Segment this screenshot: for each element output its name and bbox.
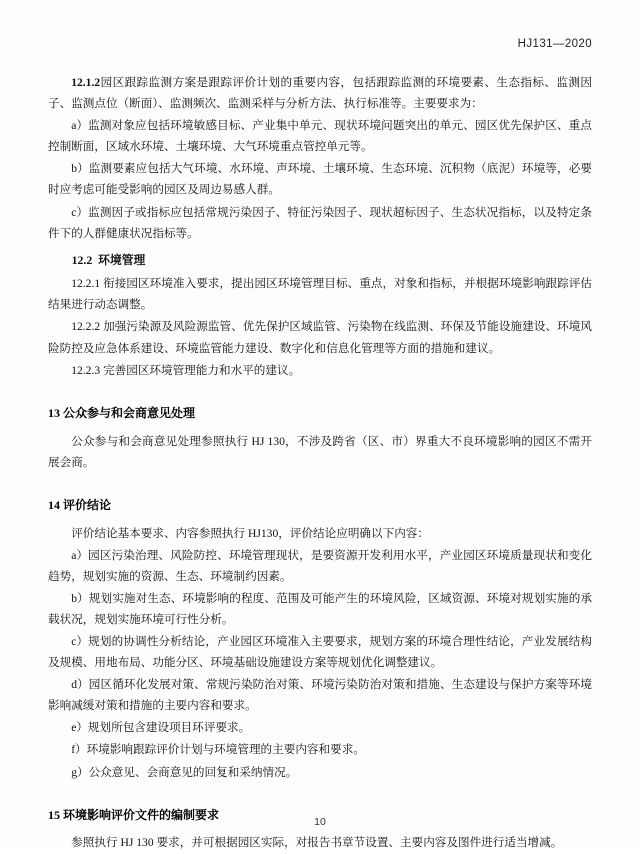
document-body — [48, 72, 592, 854]
spacer — [48, 382, 592, 389]
paragraph-12-2-1: 12.2.1 衔接园区环境准入要求，提出园区环境管理目标、重点，对象和指标，并根据环境影响跟踪评估结果进行动态调整。 — [48, 277, 592, 312]
heading-12-2-number: 12.2 — [71, 252, 93, 267]
heading-13 — [48, 403, 592, 425]
paragraph-14-a: a）园区污染治理、风险防控、环境管理现状，是要资源开发利用水平，产业园区环境质量现状和变化趋势，规划实施的资源、生态、环境制约因素。 — [48, 548, 592, 583]
paragraph-14-f: f）环境影响跟踪评价计划与环境管理的主要内容和要求。 — [71, 743, 365, 757]
page-header — [48, 38, 592, 50]
spacer — [48, 784, 592, 791]
standard-code: HJ131—2020 — [517, 38, 592, 50]
spacer — [48, 474, 592, 481]
heading-14 — [48, 495, 592, 517]
heading-13-title: 公众参与和会商意见处理 — [63, 405, 196, 420]
clause-number-12-1-2: 12.1.2 — [71, 76, 101, 89]
paragraph-14-g: g）公众意见、会商意见的回复和采纳情况。 — [71, 765, 298, 779]
paragraph-14-c: c）规划的协调性分析结论，产业园区环境准入主要要求，规划方案的环境合理性结论，产业发展结构及规模、用地布局、功能分区、环境基础设施建设方案等规划优化调整建议。 — [48, 635, 592, 670]
heading-12-2 — [48, 250, 592, 271]
paragraph-12-1-2-c: c）监测因子或指标应包括常规污染因子、特征污染因子、现状超标因子、生态状况指标，以及特定条件下的人群健康状况指标等。 — [48, 205, 592, 240]
paragraph-12-1-2 — [48, 72, 592, 114]
paragraph-12-2-3: 12.2.3 完善园区环境管理能力和水平的建议。 — [71, 363, 301, 377]
paragraph-14-intro: 评价结论基本要求、内容参照执行 HJ130，评价结论应明确以下内容： — [71, 526, 429, 540]
heading-15-title: 环境影响评价文件的编制要求 — [63, 807, 220, 822]
page-number: 10 — [314, 816, 326, 828]
paragraph-15: 参照执行 HJ 130 要求，并可根据园区实际，对报告书章节设置、主要内容及图件进行适当增减。 — [71, 836, 563, 850]
heading-13-number: 13 — [48, 405, 60, 420]
paragraph-14-d: d）园区循环化发展对策、常规污染防治对策、环境污染防治对策和措施、生态建设与保护方案等环境影响减缓对策和措施的主要内容和要求。 — [48, 678, 592, 713]
paragraph-14-b: b）规划实施对生态、环境影响的程度、范围及可能产生的环境风险，区域资源、环境对规划实施的承载状况，规划实施环境可行性分析。 — [48, 591, 592, 626]
clause-text-12-1-2: 园区跟踪监测方案是跟踪评价计划的重要内容，包括跟踪监测的环境要素、生态指标、监测因子、监测点位（断面）、监测频次、监测采样与分析方法、执行标准等。主要要求为： — [48, 76, 592, 111]
paragraph-12-1-2-b: b）监测要素应包括大气环境、水环境、声环境、土壤环境、生态环境、沉积物（底泥）环境等，必要时应考虑可能受影响的园区及周边易感人群。 — [48, 162, 592, 197]
heading-14-number: 14 — [48, 497, 60, 512]
heading-12-2-title: 环境管理 — [98, 252, 146, 267]
paragraph-12-1-2-a: a）监测对象应包括环境敏感目标、产业集中单元、现状环境问题突出的单元、园区优先保护区、重点控制断面，区域水环境、土壤环境、大气环境重点管控单元等。 — [48, 119, 592, 154]
page-footer — [0, 816, 640, 828]
heading-14-title: 评价结论 — [63, 497, 112, 512]
paragraph-14-e: e）规划所包含建设项目环评要求。 — [71, 721, 251, 735]
paragraph-13: 公众参与和会商意见处理参照执行 HJ 130，不涉及跨省（区、市）界重大不良环境影响的园区不需开展会商。 — [48, 434, 592, 469]
paragraph-12-2-2: 12.2.2 加强污染源及风险源监管、优先保护区域监管、污染物在线监测、环保及节能设施建设、环境风险防控及应急体系建设、环境监管能力建设、数字化和信息化管理等方面的措施和建议。 — [48, 320, 592, 355]
heading-15-number: 15 — [48, 807, 60, 822]
